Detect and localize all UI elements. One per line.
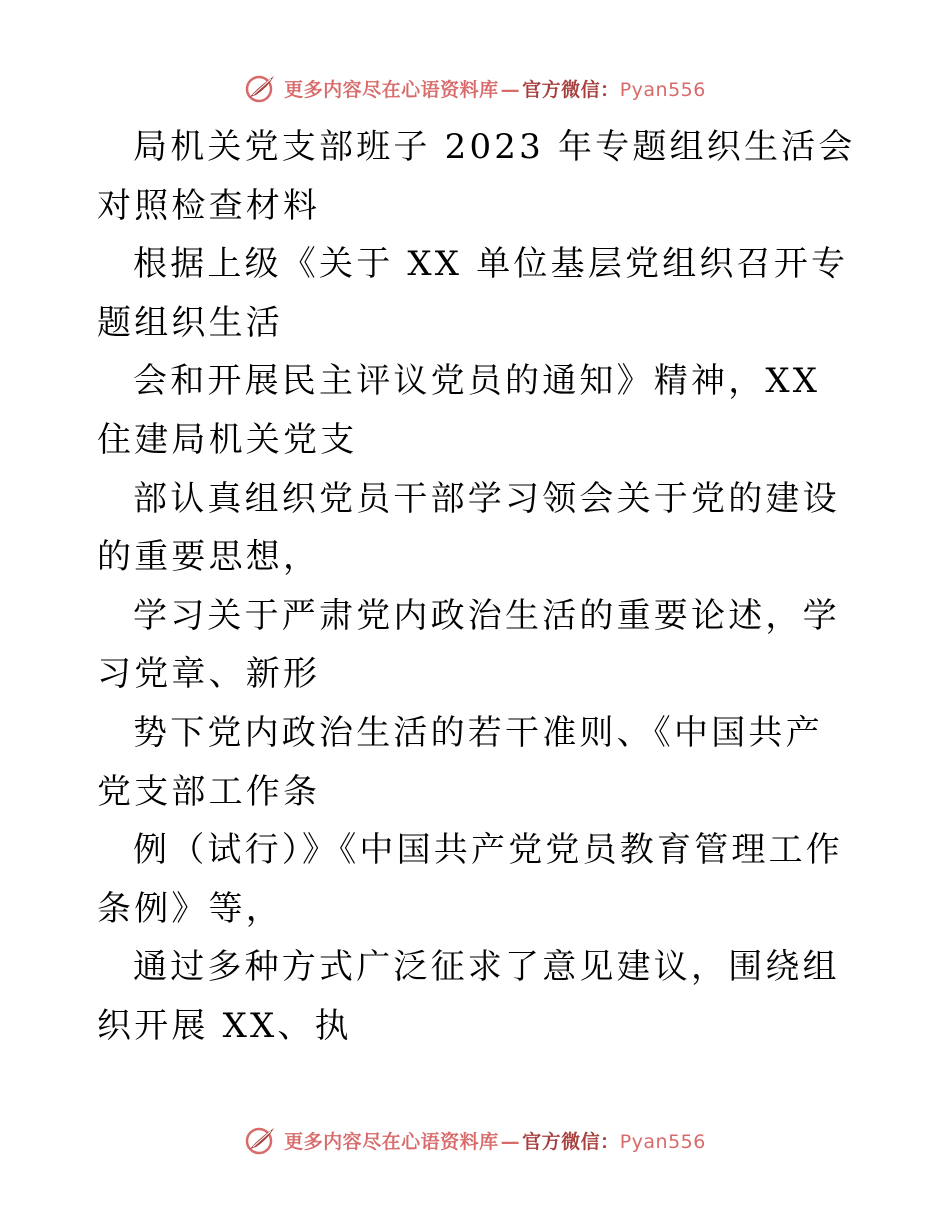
paragraph-3-line-1: 部认真组织党员干部学习领会关于党的建设的重	[97, 478, 840, 578]
title-line-2: 检查材料	[171, 185, 321, 226]
paragraph-4	[97, 587, 857, 704]
document-title	[97, 118, 857, 235]
footer-watermark	[0, 1120, 950, 1160]
watermark-site: 更多内容尽在心语资料库	[284, 1130, 499, 1153]
header-watermark	[0, 68, 950, 108]
paragraph-5-line-2: 部工作条	[171, 771, 321, 812]
paragraph-1-line-1: 根据上级《关于 XX 单位基层党组织召开专题组	[97, 244, 849, 343]
paragraph-5	[97, 704, 857, 821]
paragraph-1	[97, 235, 857, 352]
watermark-site: 更多内容尽在心语资料库	[284, 78, 499, 101]
feather-pen-logo-icon	[244, 1123, 278, 1157]
paragraph-6-line-2: 例》等，	[134, 888, 284, 929]
feather-pen-logo-icon	[244, 71, 278, 105]
paragraph-2	[97, 352, 857, 469]
paragraph-1-line-2: 织生活	[171, 302, 284, 343]
watermark-wechat-id: Pyan556	[619, 1130, 706, 1153]
watermark-official-label: 官方微信：	[522, 78, 620, 101]
paragraph-3-line-2: 要思想，	[171, 537, 321, 578]
watermark-text	[284, 75, 706, 102]
paragraph-6-line-1: 例（试行）》《中国共产党党员教育管理工作条	[97, 830, 843, 929]
paragraph-4-line-2: 章、新形	[171, 654, 321, 695]
paragraph-2-line-2: 局机关党支	[171, 419, 358, 460]
paragraph-7-line-1: 通过多种方式广泛征求了意见建议，围绕组织开	[97, 947, 840, 1046]
paragraph-6	[97, 821, 857, 938]
paragraph-7	[97, 938, 857, 1055]
paragraph-4-line-1: 学习关于严肃党内政治生活的重要论述，学习党	[97, 595, 840, 695]
watermark-wechat-id: Pyan556	[619, 78, 706, 101]
paragraph-7-line-2: 展 XX、执	[171, 1005, 352, 1046]
watermark-official-label: 官方微信：	[522, 1130, 620, 1153]
paragraph-2-line-1: 会和开展民主评议党员的通知》精神，XX 住建	[97, 361, 821, 460]
paragraph-3	[97, 470, 857, 587]
watermark-text	[284, 1127, 706, 1154]
paragraph-5-line-1: 势下党内政治生活的若干准则、《中国共产党支	[97, 712, 823, 812]
title-line-1: 局机关党支部班子 2023 年专题组织生活会对照	[97, 127, 856, 226]
document-body	[97, 118, 857, 1056]
watermark-dash: —	[500, 78, 521, 101]
watermark-dash: —	[500, 1130, 521, 1153]
